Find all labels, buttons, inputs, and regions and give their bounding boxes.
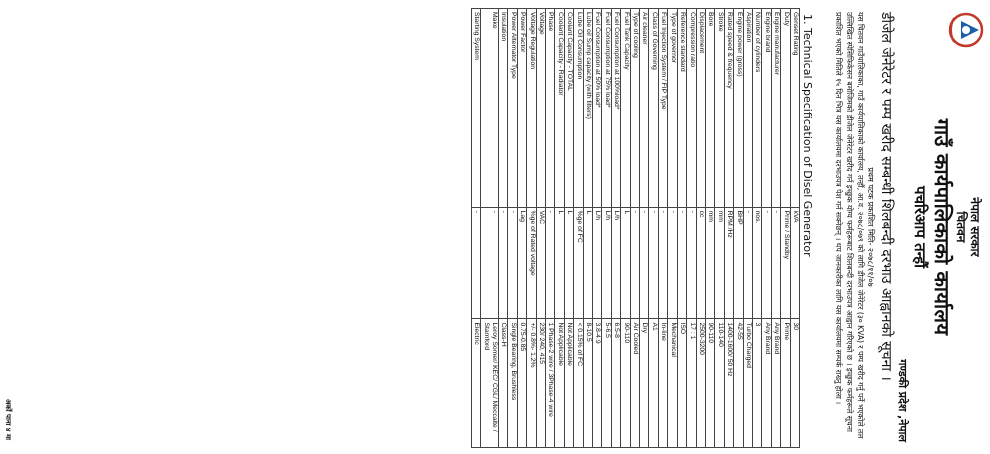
spec-unit: L <box>583 207 592 319</box>
spec-unit: %ge of FC <box>574 207 583 319</box>
table-row <box>743 9 752 448</box>
spec-unit: nos. <box>752 207 761 319</box>
spec-unit: - <box>471 207 480 319</box>
spec-unit: - <box>508 207 517 319</box>
spec-value: Any Brand <box>762 319 771 448</box>
spec-value: A1 <box>649 319 658 448</box>
spec-unit: L <box>564 207 573 319</box>
spec-value: 90-110 <box>705 319 714 448</box>
spec-unit: - <box>649 207 658 319</box>
spec-unit: - <box>481 207 499 319</box>
table-row <box>640 9 649 448</box>
table-row <box>696 9 705 448</box>
spec-unit: %ge of Rated voltage <box>527 207 536 319</box>
spec-value: < 0.15% of FC <box>574 319 583 448</box>
spec-unit: - <box>762 207 771 319</box>
spec-unit: - <box>668 207 677 319</box>
spec-parameter: Coolant Capacity - Radiator <box>555 9 564 208</box>
spec-unit: - <box>677 207 686 319</box>
spec-parameter: Genset Rating <box>790 9 799 208</box>
spec-parameter: Fuel Consumption at 75% load* <box>602 9 611 208</box>
table-row <box>564 9 573 448</box>
table-row <box>527 9 536 448</box>
spec-value: 6.5-8 <box>611 319 620 448</box>
spec-value: In-line <box>658 319 667 448</box>
continued-note: अर्को पाना ४ मा <box>4 399 12 440</box>
spec-parameter: Duty <box>781 9 790 208</box>
table-row <box>658 9 667 448</box>
spec-parameter: Bore <box>705 9 714 208</box>
spec-unit: - <box>743 207 752 319</box>
spec-value: Not Applicable <box>555 319 564 448</box>
spec-parameter: Type of cooling <box>630 9 639 208</box>
spec-value: Any Brand <box>771 319 780 448</box>
spec-unit: mm <box>715 207 724 319</box>
spec-unit: Prime / Standby <box>781 207 790 319</box>
spec-unit: - <box>499 207 508 319</box>
spec-unit: - <box>771 207 780 319</box>
spec-value: Prime <box>781 319 790 448</box>
spec-unit: VAC <box>536 207 545 319</box>
spec-parameter: Fuel Injection System / FIP Type <box>658 9 667 208</box>
table-row <box>546 9 555 448</box>
table-row <box>574 9 583 448</box>
spec-parameter: Voltage <box>536 9 545 208</box>
spec-parameter: Insulation <box>499 9 508 208</box>
table-row <box>677 9 686 448</box>
spec-unit: - <box>687 207 696 319</box>
spec-value: Electric <box>471 319 480 448</box>
spec-value: 30 <box>790 319 799 448</box>
spec-parameter: Engine brand <box>762 9 771 208</box>
spec-value: 17 : 1 <box>687 319 696 448</box>
spec-parameter: Compression ratio <box>687 9 696 208</box>
spec-unit: - <box>546 207 555 319</box>
spec-value: 5-6.5 <box>602 319 611 448</box>
section-title: 1. Technical Specification of Disel Generator <box>801 14 814 257</box>
table-row <box>499 9 508 448</box>
spec-unit: L/h <box>593 207 602 319</box>
spec-unit: cc <box>696 207 705 319</box>
spec-value: Turbo Charged <box>743 319 752 448</box>
spec-table <box>471 8 800 448</box>
spec-value: 230/ 240, 415 <box>536 319 545 448</box>
table-row <box>752 9 761 448</box>
notice-title: डीजेल जेनेरेटर र पम्प खरीद सम्बन्धी शिलबन्दी दरभाउ आह्वानको सूचना । <box>878 12 894 381</box>
spec-unit: BHP <box>734 207 743 319</box>
spec-unit: - <box>630 207 639 319</box>
spec-parameter: Voltage Regulation <box>527 9 536 208</box>
spec-value: 1400-1600/ 50 Hz <box>724 319 733 448</box>
spec-value: Single Bearing, Brushless <box>508 319 517 448</box>
office-name: गाउँ कार्यपालिकाको कार्यालय <box>930 118 954 336</box>
spec-parameter: Lube Oil Consumption <box>574 9 583 208</box>
table-row <box>734 9 743 448</box>
spec-value: ISO <box>677 319 686 448</box>
table-row <box>602 9 611 448</box>
table-row <box>790 9 799 448</box>
spec-unit: L/h <box>602 207 611 319</box>
spec-parameter: Lube oil Sump capacity (with filters) <box>583 9 592 208</box>
spec-value: 3 <box>752 319 761 448</box>
table-row <box>517 9 526 448</box>
spec-parameter: Stroke <box>715 9 724 208</box>
spec-value: 42-55 <box>734 319 743 448</box>
table-row <box>611 9 620 448</box>
spec-parameter: Fuel Consumption at 50% load* <box>593 9 602 208</box>
spec-parameter: Fuel Tank Capacity <box>621 9 630 208</box>
spec-parameter: Aspiration <box>743 9 752 208</box>
spec-parameter: Power Alternator Type <box>508 9 517 208</box>
spec-parameter: Engine manufacturer <box>771 9 780 208</box>
table-row <box>536 9 545 448</box>
table-row <box>705 9 714 448</box>
table-row <box>649 9 658 448</box>
table-row <box>630 9 639 448</box>
spec-parameter: Rated speed & frequency <box>724 9 733 208</box>
spec-parameter: Reference standard <box>677 9 686 208</box>
spec-unit: - <box>640 207 649 319</box>
spec-parameter: Type of governor <box>668 9 677 208</box>
spec-unit: mm <box>705 207 714 319</box>
spec-value: 2500-3200 <box>696 319 705 448</box>
spec-value: 1 Phase-2 wire / 3Phase-4 wire <box>546 319 555 448</box>
table-row <box>621 9 630 448</box>
spec-unit: L/h <box>611 207 620 319</box>
province-name: गण्डकी प्रदेश ,नेपाल <box>896 359 909 442</box>
spec-value: Mechanical <box>668 319 677 448</box>
spec-unit: - <box>658 207 667 319</box>
table-row <box>583 9 592 448</box>
spec-value: Not Applicable <box>564 319 573 448</box>
spec-value: 8-10.5 <box>583 319 592 448</box>
notice-body: यस चितवन गाउँपालिकाका, गाउँ कार्यपालिकाको कार्यालय, तन्हौं, आ.व. २०७८/०७९ को लागि डीजेल जेनेरेटर (३० KVA) र पम्प खरीद गर्नु पर्ने भएकोले तल उल्लिखित स्पेसिफिकेसन बमोजिमको डीजेल जेनेरेटर खरीद गर्न इच्छुक योग्य फर्महरूबाट शिलबन्दी दरभाउपत्र आह्वान गरिएको छ । इच्छुक फर्महरूले सूचना प्रकाशित भएको मितिले १५ दिन भित्र यस कार्यालयमा दरभाउपत्र पेश गर्न सक्नेछन् । थप जानकारीका लागि यस कार्यालयमा सम्पर्क राख्नु होला । <box>834 12 865 439</box>
table-row <box>508 9 517 448</box>
spec-value: 90-110 <box>621 319 630 448</box>
table-row <box>715 9 724 448</box>
table-row <box>781 9 790 448</box>
spec-value: Leroy Somer/ KEC/ CGL/ Meccalte / Stamford <box>481 319 499 448</box>
table-row <box>687 9 696 448</box>
spec-value: 0.75-0.85 <box>517 319 526 448</box>
spec-parameter: Class of Governing <box>649 9 658 208</box>
spec-parameter: Number of cylinders <box>752 9 761 208</box>
office-location: पचरिआप तन्हौं <box>911 185 929 269</box>
spec-unit: L <box>555 207 564 319</box>
spec-value: +/- 0.8%- 1.2% <box>527 319 536 448</box>
table-row <box>771 9 780 448</box>
table-row <box>762 9 771 448</box>
table-row <box>555 9 564 448</box>
government-name: नेपाल सरकार <box>968 197 982 257</box>
spec-parameter: Displacement <box>696 9 705 208</box>
spec-parameter: Coolant Capacity - TOTAL <box>564 9 573 208</box>
spec-value: 3.8-4.9 <box>593 319 602 448</box>
spec-value: 110-140 <box>715 319 724 448</box>
spec-unit: L <box>621 207 630 319</box>
spec-parameter: Phase <box>546 9 555 208</box>
spec-unit: Lag <box>517 207 526 319</box>
district-name: चितवन <box>954 211 968 243</box>
table-row <box>724 9 733 448</box>
table-row <box>471 9 480 448</box>
spec-parameter: Starting System <box>471 9 480 208</box>
publish-date: प्रथम पटक प्रकाशित मिति- २०७८/११/०७ <box>866 167 875 287</box>
spec-parameter: Fuel Consumption at 100%load* <box>611 9 620 208</box>
spec-unit: RPM /Hz <box>724 207 733 319</box>
table-row <box>593 9 602 448</box>
table-row <box>481 9 499 448</box>
spec-value: Dry <box>640 319 649 448</box>
spec-parameter: Engine power (gross) <box>734 9 743 208</box>
spec-unit: kVA <box>790 207 799 319</box>
table-row <box>668 9 677 448</box>
spec-parameter: Air cleaner <box>640 9 649 208</box>
spec-parameter: Power Factor <box>517 9 526 208</box>
spec-value: Class-H <box>499 319 508 448</box>
spec-parameter: Make <box>481 9 499 208</box>
spec-value: Air Cooled <box>630 319 639 448</box>
